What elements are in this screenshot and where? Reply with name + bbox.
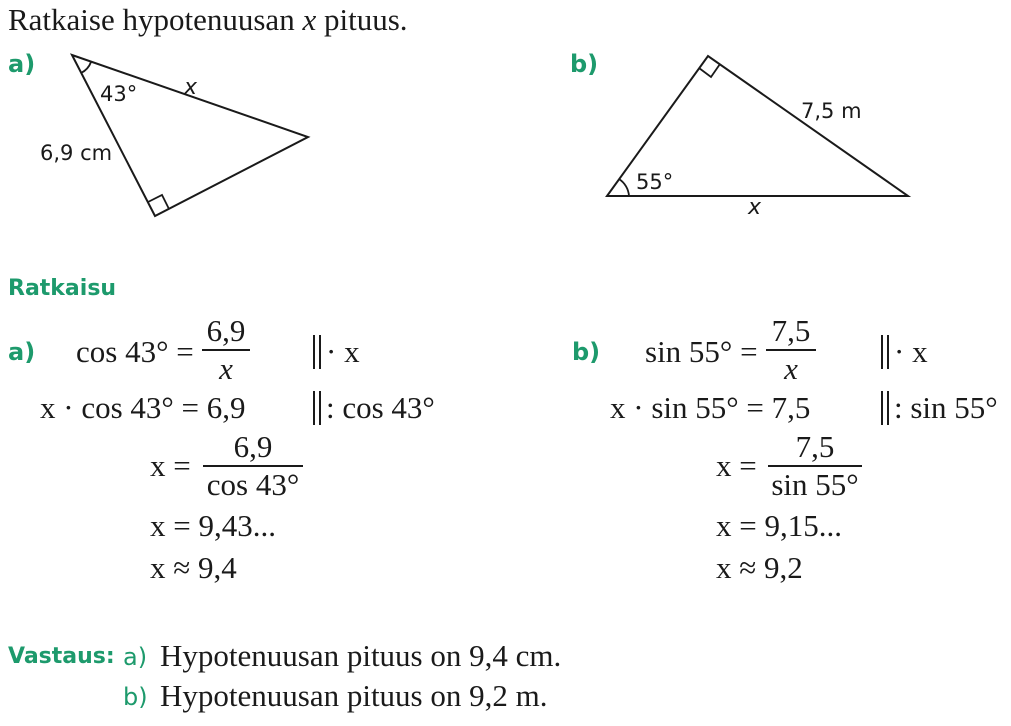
sol-a-line2-op: : cos 43°	[326, 390, 435, 425]
sol-b-line3-lhs: x =	[716, 448, 757, 483]
sol-b-line1-fraction	[766, 314, 816, 386]
triangle-a-side-label: 6,9 cm	[40, 141, 113, 165]
sol-b-line3-fraction	[768, 430, 862, 502]
sol-a-line3-den: cos 43°	[206, 467, 300, 502]
sol-a-line1-lhs: cos 43° =	[76, 334, 194, 369]
heading-var: x	[302, 2, 317, 37]
operation-bar	[313, 391, 315, 425]
sol-b-line1-lhs: sin 55° =	[645, 334, 758, 369]
sol-a-line3-lhs: x =	[150, 448, 191, 483]
solution-title: Ratkaisu	[8, 276, 117, 301]
triangle-b-angle-arc	[619, 179, 629, 196]
sol-a-line2-lhs: x · cos 43° = 6,9	[40, 390, 246, 425]
sol-b-line5: x ≈ 9,2	[716, 550, 803, 585]
sol-a-line1-num: 6,9	[206, 313, 246, 348]
heading-pre: Ratkaise hypotenuusan	[8, 2, 303, 37]
answer-label-a: a)	[123, 643, 148, 671]
sol-a-line4: x = 9,43...	[150, 508, 276, 543]
solution-label-a: a)	[8, 338, 36, 366]
triangle-b-right-angle-marker	[699, 64, 720, 77]
sol-a-line3-fraction	[203, 430, 303, 502]
sol-b-line1-op: · x	[894, 334, 928, 369]
figure-label-b: b)	[570, 50, 599, 78]
operation-bar	[881, 335, 883, 369]
sol-b-line2-lhs: x · sin 55° = 7,5	[610, 390, 811, 425]
solution-label-b: b)	[572, 338, 601, 366]
heading-post: pituus.	[316, 2, 408, 37]
triangle-b	[607, 56, 908, 220]
sol-b-line3-num: 7,5	[795, 429, 835, 464]
operation-bar	[887, 391, 889, 425]
sol-a-line3-num: 6,9	[233, 429, 273, 464]
sol-b-line4: x = 9,15...	[716, 508, 842, 543]
operation-bar	[881, 391, 883, 425]
sol-a-line5: x ≈ 9,4	[150, 550, 237, 585]
operation-bar	[887, 335, 889, 369]
operation-bar	[319, 335, 321, 369]
sol-a-line1-fraction	[202, 314, 250, 386]
sol-a-line1-op: · x	[326, 334, 360, 369]
operation-bar	[313, 335, 315, 369]
triangle-b-base-label: x	[748, 195, 762, 220]
answer-text-b: Hypotenuusan pituus on 9,2 m.	[160, 678, 548, 713]
sol-a-line1-den: x	[219, 351, 233, 386]
triangles-figure	[0, 0, 1011, 240]
triangle-b-angle-label: 55°	[636, 170, 674, 194]
sol-b-line1-num: 7,5	[771, 313, 811, 348]
triangle-a-hyp-label: x	[184, 75, 198, 100]
triangle-b-side-label: 7,5 m	[801, 99, 862, 123]
sol-b-line1-den: x	[784, 351, 798, 386]
figure-label-a: a)	[8, 50, 36, 78]
answer-text-a: Hypotenuusan pituus on 9,4 cm.	[160, 638, 562, 673]
operation-bar	[319, 391, 321, 425]
answer-title: Vastaus:	[8, 644, 115, 669]
triangle-a	[40, 55, 308, 216]
answer-label-b: b)	[123, 683, 148, 711]
triangle-a-angle-label: 43°	[100, 82, 138, 106]
triangle-a-angle-arc	[81, 62, 91, 73]
sol-b-line3-den: sin 55°	[771, 467, 859, 502]
sol-b-line2-op: : sin 55°	[894, 390, 998, 425]
